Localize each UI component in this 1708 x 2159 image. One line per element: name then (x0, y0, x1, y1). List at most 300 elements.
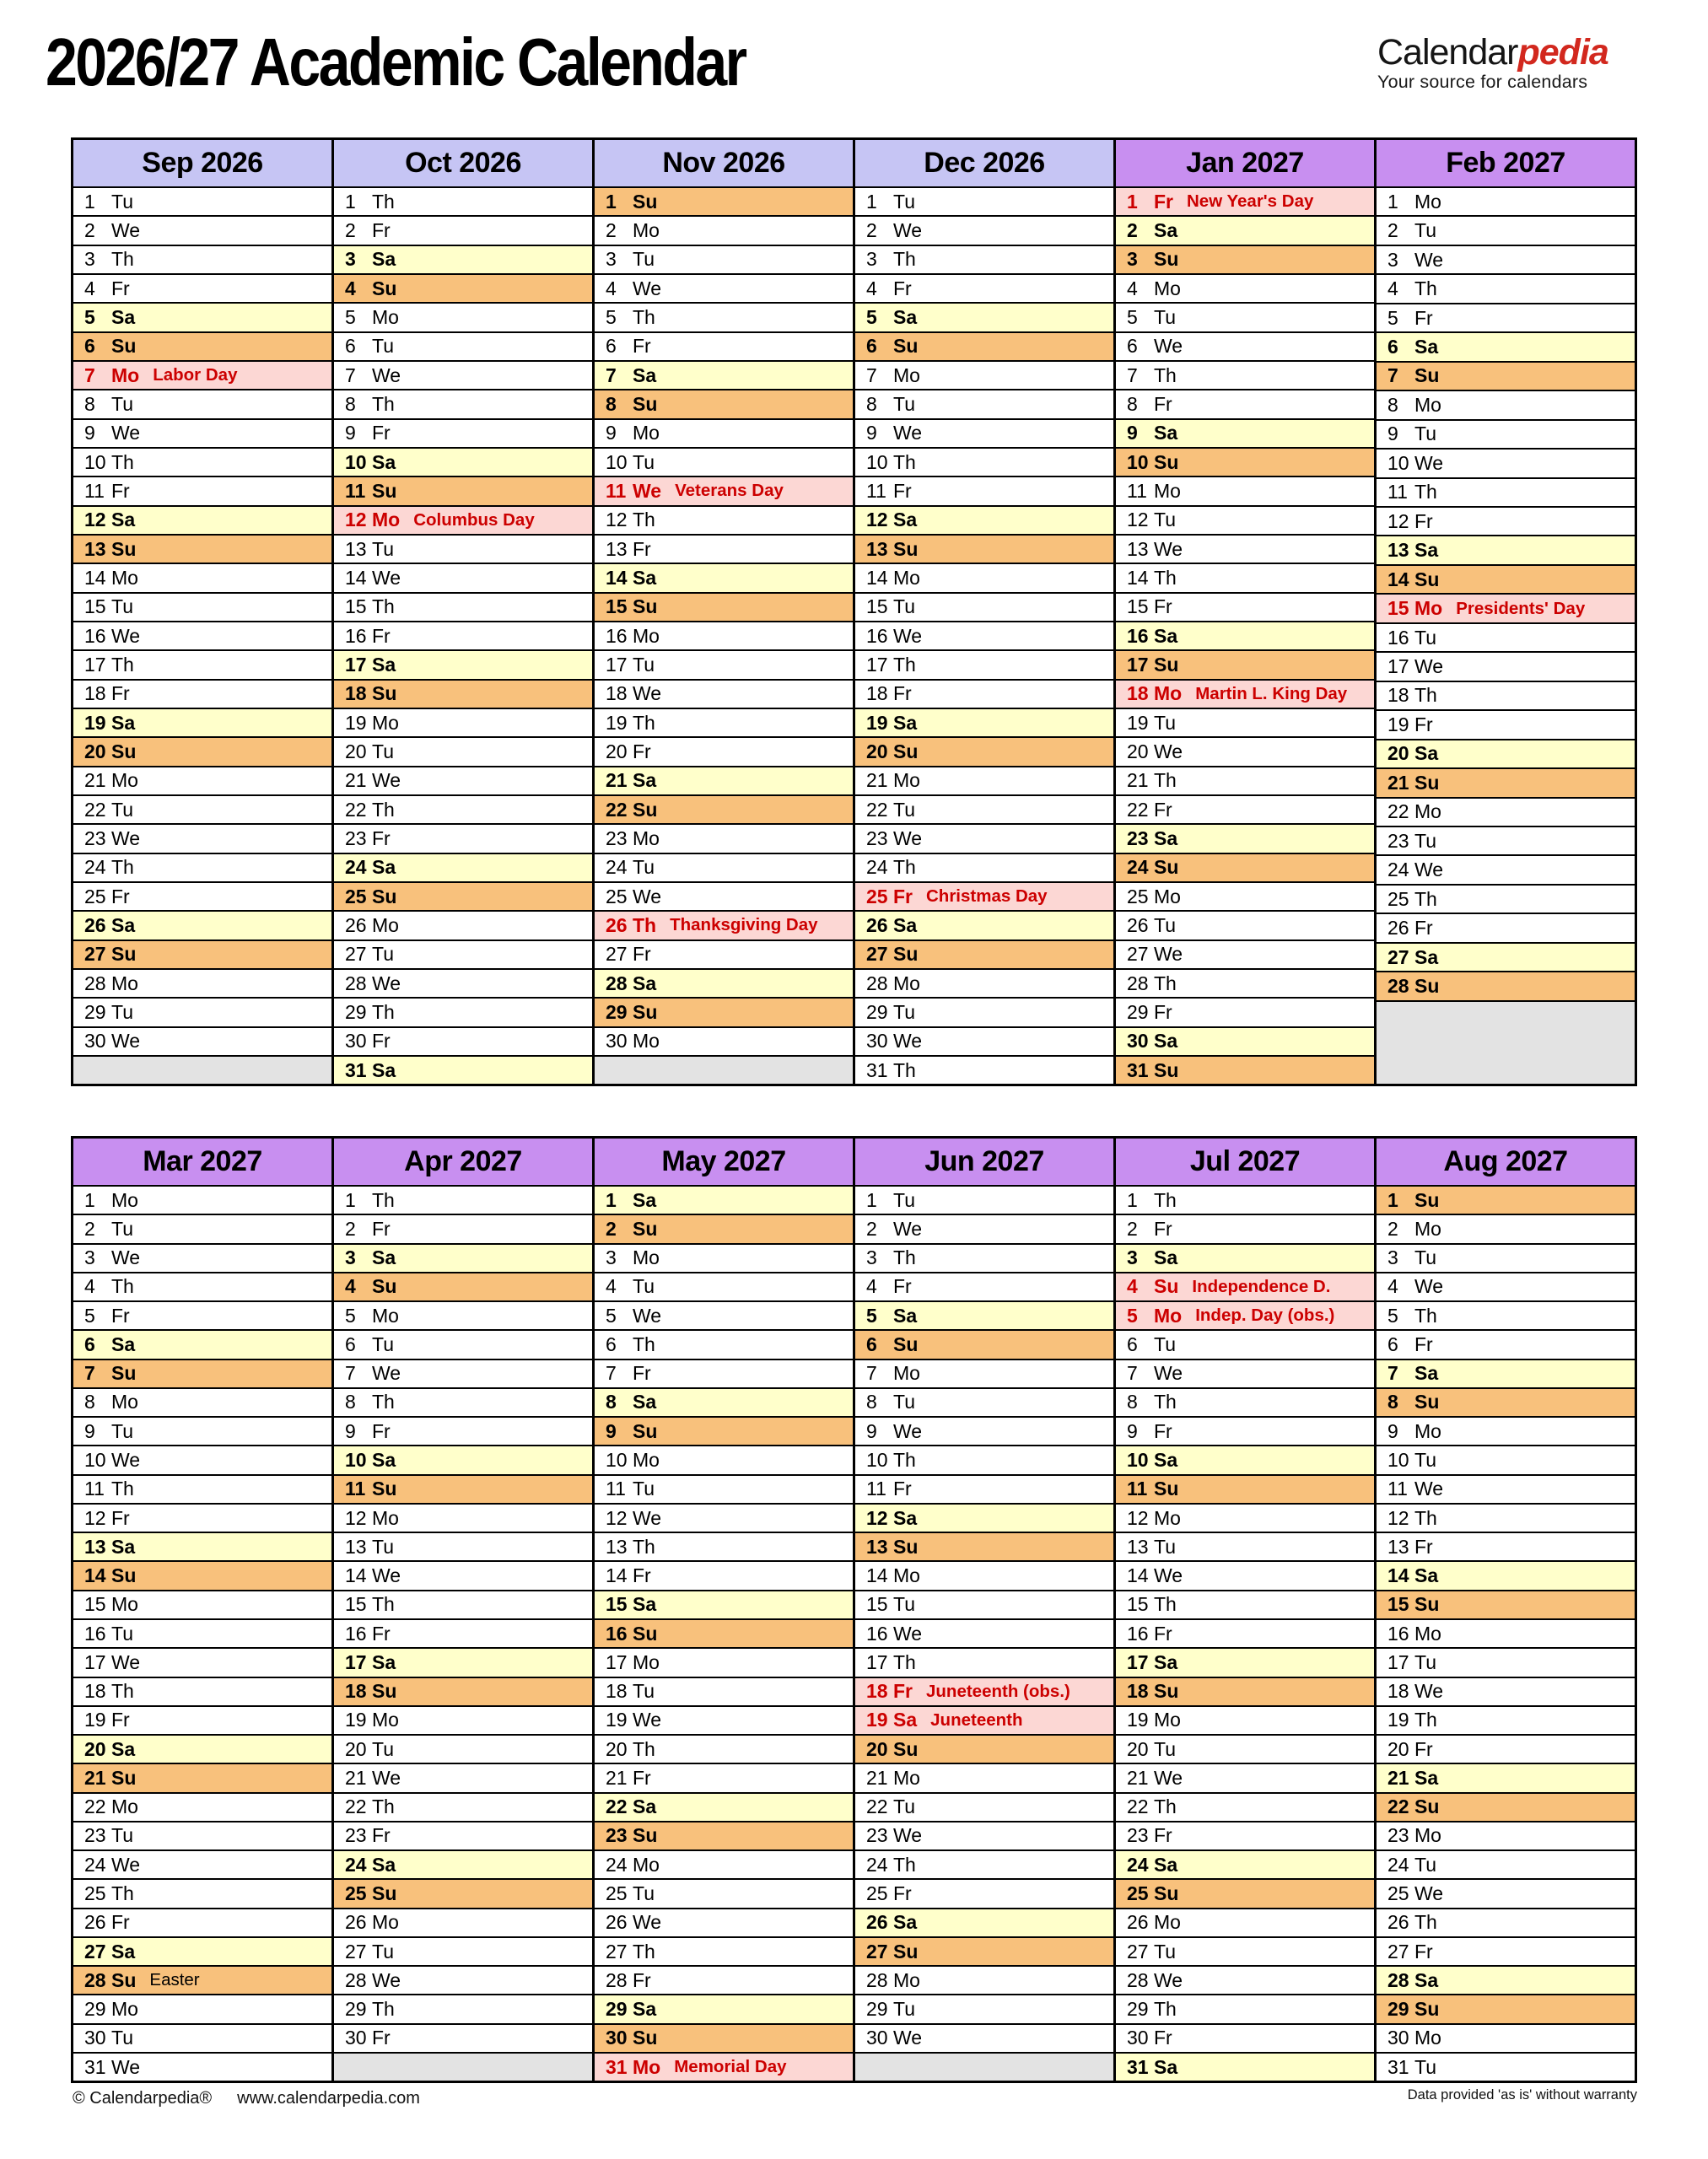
day-row (1377, 1446, 1635, 1475)
day-row (1116, 2025, 1374, 2054)
day-weekday: Su (1154, 1882, 1179, 1904)
day-weekday: Mo (893, 972, 920, 994)
day-row (1116, 999, 1374, 1027)
day-number: 20 (84, 1737, 106, 1760)
day-weekday: Th (893, 856, 916, 879)
day-row (73, 999, 331, 1027)
day-weekday: Mo (1414, 1217, 1441, 1240)
day-row (855, 1533, 1113, 1562)
day-number: 30 (1127, 2027, 1149, 2049)
day-number: 8 (1387, 1391, 1398, 1413)
day-row (855, 362, 1113, 390)
day-row (1377, 450, 1635, 478)
day-row (595, 1215, 853, 1244)
day-row (595, 362, 853, 390)
day-weekday: Tu (893, 1593, 915, 1616)
day-number: 19 (1387, 713, 1409, 735)
day-row (334, 883, 592, 912)
day-row (1116, 1851, 1374, 1880)
day-number: 21 (345, 1766, 367, 1789)
day-weekday: We (1414, 1882, 1444, 1904)
day-row (855, 2025, 1113, 2054)
day-weekday: Mo (372, 509, 401, 531)
day-weekday: Th (1414, 887, 1437, 910)
day-number: 22 (1127, 798, 1149, 821)
day-number: 18 (84, 1680, 106, 1703)
day-number: 21 (1127, 769, 1149, 792)
day-weekday: Su (633, 798, 658, 821)
day-row (1116, 1909, 1374, 1938)
day-row (595, 564, 853, 593)
day-weekday: Fr (372, 1622, 391, 1645)
day-row (855, 1057, 1113, 1084)
day-weekday: Su (633, 2027, 658, 2049)
day-number: 10 (606, 450, 628, 473)
day-row (334, 1764, 592, 1793)
day-number: 20 (345, 740, 367, 762)
day-row (73, 1620, 331, 1649)
day-weekday: Mo (111, 363, 140, 386)
day-weekday: We (111, 624, 141, 647)
day-weekday: Sa (111, 1535, 136, 1558)
day-weekday: Fr (893, 479, 912, 502)
month-header: Aug 2027 (1377, 1139, 1635, 1187)
day-row (1116, 1505, 1374, 1533)
day-row (334, 1938, 592, 1967)
day-number: 16 (345, 624, 367, 647)
day-number: 25 (1387, 1882, 1409, 1904)
day-row (595, 1764, 853, 1793)
day-weekday: Sa (633, 1796, 657, 1818)
day-number: 18 (1127, 682, 1149, 705)
day-weekday: Fr (1414, 917, 1433, 940)
day-number: 6 (1127, 335, 1138, 358)
day-weekday: Tu (111, 2027, 133, 2049)
day-number: 12 (1127, 509, 1149, 531)
day-row (1377, 827, 1635, 856)
day-weekday: Sa (893, 1304, 918, 1327)
day-weekday: Fr (893, 277, 912, 299)
day-number: 24 (606, 856, 628, 879)
day-weekday: Tu (893, 798, 915, 821)
day-row (334, 1909, 592, 1938)
day-number: 23 (606, 826, 628, 849)
day-row (73, 246, 331, 275)
day-weekday: We (1414, 1680, 1444, 1703)
day-number: 7 (1127, 1362, 1138, 1385)
day-number: 9 (606, 422, 617, 444)
day-weekday: Tu (372, 1737, 394, 1760)
month-header: Sep 2026 (73, 140, 331, 188)
day-weekday: We (633, 1709, 662, 1731)
day-number: 19 (345, 711, 367, 734)
day-row (595, 1851, 853, 1880)
day-number: 14 (345, 1564, 367, 1587)
day-number: 26 (1127, 913, 1149, 936)
day-number: 23 (866, 826, 888, 849)
day-number: 20 (1127, 1737, 1149, 1760)
day-weekday: Sa (1414, 945, 1439, 968)
day-row (1377, 1967, 1635, 1995)
day-number: 15 (84, 1593, 106, 1616)
day-number: 21 (866, 1766, 888, 1789)
day-weekday: Su (111, 740, 137, 762)
day-row (1116, 854, 1374, 883)
day-row (1377, 799, 1635, 827)
day-row (334, 362, 592, 390)
day-weekday: Fr (1154, 1622, 1172, 1645)
day-number: 7 (1387, 1362, 1398, 1385)
day-weekday: We (372, 566, 401, 589)
day-number: 11 (866, 479, 886, 502)
day-weekday: We (372, 769, 401, 792)
month-days (73, 1187, 331, 2081)
day-weekday: Su (111, 537, 137, 560)
day-weekday: We (1414, 1478, 1444, 1500)
day-number: 28 (84, 972, 106, 994)
day-row (1377, 624, 1635, 653)
day-number: 3 (1387, 1246, 1398, 1269)
day-number: 22 (84, 1796, 106, 1818)
day-number: 10 (866, 450, 888, 473)
day-weekday: Fr (893, 885, 913, 907)
day-number: 15 (1387, 597, 1409, 620)
day-number: 13 (345, 537, 367, 560)
day-row (334, 1591, 592, 1620)
day-number: 5 (866, 1304, 877, 1327)
day-number: 29 (606, 1998, 628, 2021)
month-header: Nov 2026 (595, 140, 853, 188)
day-weekday: Mo (1154, 277, 1181, 299)
day-number: 17 (606, 1650, 628, 1673)
day-number: 24 (345, 856, 367, 879)
day-number: 6 (866, 1333, 877, 1355)
day-number: 7 (345, 363, 356, 386)
day-row (855, 1302, 1113, 1331)
day-number: 1 (606, 190, 617, 213)
day-number: 31 (84, 2055, 106, 2078)
day-number: 23 (345, 1824, 367, 1847)
day-number: 6 (1387, 1333, 1398, 1355)
day-number: 7 (866, 363, 877, 386)
day-number: 5 (1127, 1304, 1138, 1327)
day-row (595, 825, 853, 853)
day-row (595, 796, 853, 825)
day-number: 28 (1127, 972, 1149, 994)
day-row (1116, 390, 1374, 419)
day-number: 9 (1387, 423, 1398, 445)
day-weekday: Th (111, 1680, 134, 1703)
day-row (334, 1331, 592, 1359)
logo-text-red: pedia (1517, 32, 1608, 73)
day-row (334, 449, 592, 477)
empty-cells (595, 1057, 853, 1084)
day-weekday: Mo (633, 2055, 661, 2078)
day-weekday: Sa (372, 1650, 396, 1673)
day-row (73, 970, 331, 999)
day-row (334, 1476, 592, 1505)
day-weekday: Th (633, 1535, 655, 1558)
day-row (73, 1678, 331, 1707)
day-number: 21 (345, 769, 367, 792)
day-number: 8 (866, 1391, 877, 1413)
day-weekday: Sa (893, 1506, 918, 1529)
day-weekday: Mo (893, 566, 920, 589)
day-number: 23 (1127, 1824, 1149, 1847)
day-number: 17 (345, 1650, 367, 1673)
day-row (73, 1389, 331, 1418)
day-weekday: Mo (1414, 2027, 1441, 2049)
day-row (1116, 681, 1374, 709)
day-number: 12 (1387, 509, 1409, 532)
day-weekday: Su (1414, 568, 1440, 590)
day-number: 29 (345, 1000, 367, 1023)
day-row (855, 1476, 1113, 1505)
logo-tagline: Your source for calendars (1377, 72, 1588, 93)
day-number: 20 (866, 740, 888, 762)
day-row (334, 536, 592, 564)
month-column (595, 1139, 855, 2081)
day-weekday: Sa (893, 711, 918, 734)
day-row (1377, 1591, 1635, 1620)
day-number: 4 (1127, 1275, 1138, 1298)
day-row (73, 1967, 331, 1995)
day-row (1116, 1418, 1374, 1446)
day-weekday: Mo (1154, 1304, 1183, 1327)
day-row (1377, 2054, 1635, 2081)
day-weekday: We (372, 1564, 401, 1587)
day-row (1377, 1794, 1635, 1822)
logo-text-black: Calendar (1377, 32, 1518, 73)
day-row (1116, 477, 1374, 506)
day-weekday: Mo (1154, 682, 1183, 705)
day-weekday: We (372, 1968, 401, 1991)
day-number: 5 (1387, 306, 1398, 329)
day-row (334, 1273, 592, 1302)
calendar-block-sep-feb (71, 137, 1637, 1086)
day-weekday: Tu (372, 537, 394, 560)
day-number: 21 (84, 1766, 106, 1789)
day-weekday: We (633, 277, 662, 299)
day-number: 29 (1387, 1998, 1409, 2021)
day-row (334, 709, 592, 738)
day-weekday: Sa (111, 1940, 136, 1962)
day-row (595, 1938, 853, 1967)
day-row (855, 1446, 1113, 1475)
day-weekday: Th (111, 1882, 134, 1904)
day-weekday: Tu (893, 392, 915, 415)
day-row (1377, 1562, 1635, 1591)
day-weekday: Tu (893, 1998, 915, 2021)
day-weekday: Fr (1414, 509, 1433, 532)
day-number: 31 (1127, 1058, 1149, 1081)
day-weekday: Su (111, 1564, 137, 1587)
day-number: 9 (84, 1419, 95, 1442)
day-row (855, 622, 1113, 651)
day-number: 28 (606, 972, 628, 994)
day-number: 18 (606, 1680, 628, 1703)
day-weekday: Fr (372, 1030, 391, 1053)
day-row (595, 1533, 853, 1562)
day-row (1377, 246, 1635, 275)
day-number: 12 (606, 509, 628, 531)
day-weekday: Tu (111, 190, 133, 213)
day-number: 11 (345, 479, 366, 502)
day-number: 8 (1127, 392, 1138, 415)
day-row (595, 1649, 853, 1677)
day-row (595, 1591, 853, 1620)
day-number: 29 (866, 1000, 888, 1023)
day-number: 16 (84, 1622, 106, 1645)
month-days (595, 1187, 853, 2081)
day-row (334, 507, 592, 536)
day-row (595, 188, 853, 217)
day-weekday: Mo (1154, 885, 1181, 907)
day-number: 16 (1387, 626, 1409, 649)
day-number: 21 (1387, 771, 1409, 794)
day-weekday: Tu (372, 1535, 394, 1558)
day-weekday: We (111, 1030, 141, 1053)
day-number: 18 (866, 682, 888, 705)
day-weekday: Su (1154, 856, 1179, 879)
day-weekday: Mo (111, 769, 138, 792)
day-weekday: Mo (633, 624, 660, 647)
day-number: 18 (606, 682, 628, 705)
day-weekday: We (1414, 1275, 1444, 1298)
day-number: 6 (606, 1333, 617, 1355)
day-weekday: Sa (1154, 1246, 1178, 1269)
month-column (1116, 1139, 1377, 2081)
day-row (334, 999, 592, 1027)
day-weekday: Su (633, 1217, 658, 1240)
day-row (334, 1533, 592, 1562)
day-row (595, 1794, 853, 1822)
day-weekday: Fr (111, 1304, 130, 1327)
holiday-label: Presidents' Day (1456, 598, 1586, 618)
day-weekday: Tu (893, 595, 915, 618)
day-number: 13 (84, 1535, 106, 1558)
day-weekday: Fr (1154, 190, 1173, 213)
day-weekday: Tu (111, 392, 133, 415)
day-row (73, 536, 331, 564)
day-row (855, 709, 1113, 738)
day-weekday: Tu (633, 1478, 655, 1500)
month-column (73, 1139, 334, 2081)
day-number: 5 (866, 305, 877, 328)
day-weekday: Su (633, 392, 658, 415)
day-number: 24 (84, 856, 106, 879)
day-number: 14 (84, 566, 106, 589)
day-weekday: Su (893, 1940, 919, 1962)
day-weekday: Th (1414, 1911, 1437, 1934)
day-number: 26 (84, 1911, 106, 1934)
day-weekday: We (893, 422, 923, 444)
day-number: 1 (345, 1188, 356, 1211)
day-number: 3 (866, 1246, 877, 1269)
day-number: 2 (866, 218, 877, 241)
day-weekday: Fr (633, 740, 651, 762)
day-weekday: Sa (372, 1449, 396, 1472)
day-number: 25 (866, 885, 888, 907)
day-weekday: Th (1154, 1998, 1177, 2021)
website-link[interactable]: www.calendarpedia.com (237, 2089, 420, 2108)
day-weekday: Sa (1154, 422, 1178, 444)
day-row (1116, 767, 1374, 796)
day-row (855, 594, 1113, 622)
day-row (855, 999, 1113, 1027)
day-weekday: We (1414, 451, 1444, 474)
day-number: 1 (866, 1188, 877, 1211)
day-number: 9 (345, 422, 356, 444)
day-number: 5 (345, 1304, 356, 1327)
day-weekday: Su (1414, 364, 1440, 387)
day-row (855, 390, 1113, 419)
day-row (595, 1418, 853, 1446)
day-number: 4 (866, 277, 877, 299)
day-weekday: We (893, 1217, 923, 1240)
day-row (334, 1245, 592, 1273)
month-header: Feb 2027 (1377, 140, 1635, 188)
day-row (73, 681, 331, 709)
day-weekday: Fr (372, 826, 391, 849)
day-number: 26 (606, 1911, 628, 1934)
day-weekday: Fr (1154, 1000, 1172, 1023)
day-weekday: Fr (372, 1217, 391, 1240)
day-weekday: Sa (1154, 1030, 1178, 1053)
day-number: 7 (84, 1362, 95, 1385)
day-weekday: Mo (633, 422, 660, 444)
day-weekday: Fr (1154, 1824, 1172, 1847)
day-number: 22 (345, 798, 367, 821)
day-weekday: We (1414, 654, 1444, 677)
day-number: 8 (866, 392, 877, 415)
day-weekday: Su (1414, 771, 1440, 794)
day-row (595, 594, 853, 622)
day-row (73, 477, 331, 506)
day-number: 15 (866, 1593, 888, 1616)
day-row (334, 1649, 592, 1677)
day-weekday: Mo (111, 1593, 138, 1616)
day-number: 27 (866, 1940, 888, 1962)
day-row (1116, 1995, 1374, 2024)
day-weekday: Tu (111, 1622, 133, 1645)
day-number: 20 (1387, 742, 1409, 765)
day-number: 30 (345, 2027, 367, 2049)
day-row (73, 1505, 331, 1533)
day-weekday: Su (1154, 248, 1179, 271)
day-weekday: Su (1414, 1796, 1440, 1818)
month-column (855, 1139, 1116, 2081)
day-number: 10 (345, 450, 367, 473)
day-number: 24 (84, 1853, 106, 1876)
day-weekday: Th (111, 1478, 134, 1500)
day-row (334, 1794, 592, 1822)
holiday-label: Thanksgiving Day (670, 915, 818, 935)
day-row (73, 1649, 331, 1677)
day-row (595, 999, 853, 1027)
day-row (595, 1187, 853, 1215)
day-number: 2 (84, 1217, 95, 1240)
day-number: 5 (606, 305, 617, 328)
day-row (1116, 883, 1374, 912)
day-number: 14 (345, 566, 367, 589)
day-row (595, 2025, 853, 2054)
day-number: 5 (345, 305, 356, 328)
day-number: 22 (606, 1796, 628, 1818)
month-column (334, 140, 595, 1084)
day-row (595, 883, 853, 912)
day-number: 8 (84, 1391, 95, 1413)
